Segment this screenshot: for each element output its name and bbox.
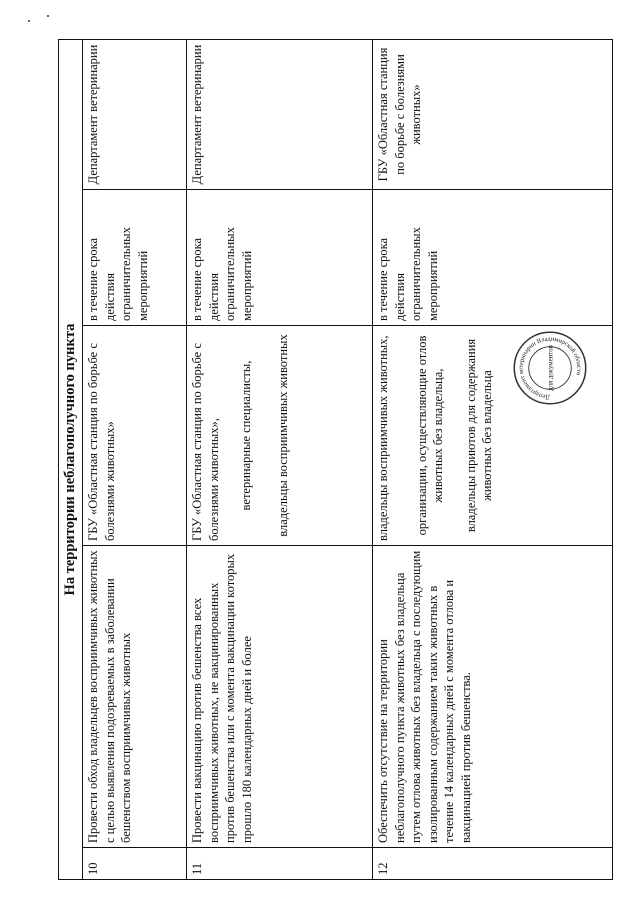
row-number: 10 xyxy=(83,848,187,880)
executor-text: владельцы восприимчивых животных xyxy=(275,334,290,537)
row-number: 11 xyxy=(187,848,373,880)
table-row xyxy=(187,40,373,880)
table-row xyxy=(83,40,187,880)
control-cell: Департамент ветеринарии xyxy=(83,40,187,190)
term-cell: в течение срока действия ограничительных мероприятий xyxy=(83,190,187,326)
executor-text: ГБУ «Областная станция по борьбе с болезнями животных» xyxy=(86,343,117,541)
official-stamp xyxy=(512,330,588,406)
executor-text: ГБУ «Областная станция по борьбе с болезнями животных», xyxy=(190,343,221,541)
measures-table xyxy=(58,39,613,880)
measure-cell: Провести обход владельцев восприимчивых животных с целью выявления подозреваемых в заболевании бешенством восприимчивых животных xyxy=(83,546,187,848)
control-cell: Департамент ветеринарии xyxy=(187,40,373,190)
term-cell: в течение срока действия ограничительных мероприятий xyxy=(373,190,613,326)
rotated-table-page xyxy=(58,40,613,880)
stamp-seal-graphic xyxy=(512,330,588,406)
term-cell: в течение срока действия ограничительных мероприятий xyxy=(187,190,373,326)
row-number: 12 xyxy=(373,848,613,880)
stamp-ring-text: Департамент ветеринарии Владимирской области xyxy=(517,335,583,401)
executor-text: владельцы восприимчивых животных, xyxy=(376,335,391,541)
executor-cell xyxy=(187,326,373,546)
section-title: На территории неблагополучного пункта xyxy=(59,40,83,880)
table-row xyxy=(373,40,613,880)
measure-cell: Обеспечить отсутствие на территории неблагополучного пункта животных без владельца путем отлова животных без владельца с последующим изолированным содержанием таких животных в течение 14 календарных дней с момента отлова и вакцинацией против бешенства. xyxy=(373,546,613,848)
executor-text: организации, осуществляющие отлов животных без владельца, xyxy=(414,335,446,536)
executor-cell xyxy=(83,326,187,546)
stamp-center-text: для документов xyxy=(547,345,555,391)
executor-text: владельцы приютов для содержания животных без владельца xyxy=(463,338,495,533)
section-header-row xyxy=(59,40,83,880)
measure-cell: Провести вакцинацию против бешенства всех восприимчивых животных, не вакцинированных против бешенства или с момента вакцинации которых прошло 180 календарных дней и более xyxy=(187,546,373,848)
scan-speck xyxy=(28,20,30,22)
scan-speck xyxy=(47,15,49,17)
executor-text: ветеринарные специалисты, xyxy=(239,360,254,511)
control-cell: ГБУ «Областная станция по борьбе с болезнями животных» xyxy=(373,40,613,190)
